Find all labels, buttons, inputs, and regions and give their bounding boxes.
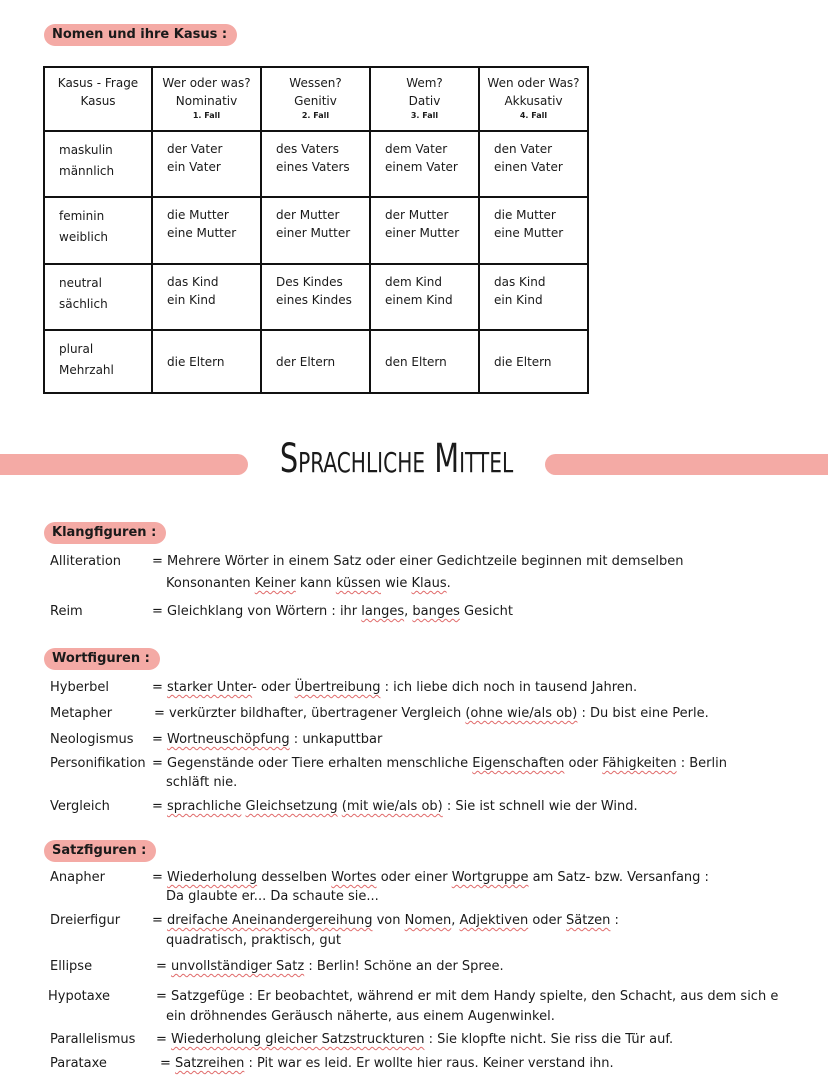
header-line: Akkusativ (504, 94, 563, 108)
row-header-line: weiblich (59, 230, 109, 244)
kasus-table (43, 66, 589, 394)
cell-line: der Mutter (276, 208, 340, 222)
underlined-word: küssen (335, 576, 381, 591)
underlined-word: sprachliche (167, 799, 242, 814)
term-alliteration: Alliteration (50, 554, 122, 569)
cell-line: die Eltern (494, 355, 552, 369)
table-cell (370, 330, 479, 393)
underlined-word: (mit wie/als ob) (341, 799, 443, 814)
definition-text: von (372, 913, 405, 928)
definition-text: : ich liebe dich noch in tausend Jahren. (380, 680, 638, 695)
row-header-line: männlich (59, 164, 115, 178)
table-cell (152, 197, 261, 264)
table-header-row (44, 67, 588, 131)
cell-line: die Mutter (494, 208, 556, 222)
cell-line: Des Kindes (276, 275, 343, 289)
cell-line: die Mutter (167, 208, 229, 222)
table-cell (261, 131, 370, 197)
section-title-satzfiguren: Satzfiguren : (44, 840, 156, 862)
cell-line: das Kind (167, 275, 219, 289)
title-band-right (545, 454, 828, 475)
table-cell (370, 131, 479, 197)
table-cell (479, 197, 588, 264)
definition-text: : Pit war es leid. Er wollte hier raus. Keiner verstand ihn. (244, 1056, 614, 1071)
cell-line: eine Mutter (494, 226, 564, 240)
header-line: Genitiv (294, 94, 337, 108)
cell-line: das Kind (494, 275, 546, 289)
underlined-word: unvollständiger Satz (171, 959, 305, 974)
definition-text: desselben (257, 870, 332, 885)
underlined-word: (ohne wie/als ob) (465, 706, 578, 721)
underlined-word: Fähigkeiten (602, 756, 677, 771)
cell-line: ein Vater (167, 160, 221, 174)
underlined-word: starker Unter (167, 680, 253, 695)
definition-text: = (156, 1032, 172, 1047)
term-vergleich: Vergleich (50, 799, 110, 814)
header-line: Wem? (406, 76, 443, 90)
header-fall: 4. Fall (519, 111, 548, 120)
definition-text: : Berlin (676, 756, 727, 771)
table-row (44, 197, 588, 264)
cell-line: des Vaters (276, 142, 339, 156)
header-fall: 1. Fall (192, 111, 221, 120)
cell-line: einen Vater (494, 160, 563, 174)
cell-line: eines Kindes (276, 293, 352, 307)
definition-text: = (152, 732, 168, 747)
table-cell (261, 330, 370, 393)
definition-text: am Satz- bzw. Versanfang : (528, 870, 709, 885)
definition-neologismus (152, 729, 382, 750)
definition-text: = (160, 1056, 176, 1071)
definition-text: wie (380, 576, 412, 591)
term-hyperbel: Hyberbel (50, 680, 109, 695)
definition-text: , (451, 913, 460, 928)
cell-line: dem Vater (385, 142, 448, 156)
term-ellipse: Ellipse (50, 959, 93, 974)
header-line: Wer oder was? (162, 76, 251, 90)
cell-line: die Eltern (167, 355, 225, 369)
row-header (44, 131, 152, 197)
definition-text: . (446, 576, 451, 591)
cell-line: eines Vaters (276, 160, 350, 174)
table-cell (370, 264, 479, 330)
header-line: Kasus (80, 94, 116, 108)
example-alliteration (166, 573, 451, 594)
header-line: Nominativ (175, 94, 238, 108)
header-line: Wessen? (289, 76, 342, 90)
definition-text: oder (564, 756, 603, 771)
underlined-word: Nomen (404, 913, 452, 928)
table-cell (261, 197, 370, 264)
definition-text: Konsonanten (166, 576, 255, 591)
term-parataxe: Parataxe (50, 1056, 107, 1071)
definition-text: = (152, 870, 168, 885)
cell-line: ein Kind (494, 293, 543, 307)
table-row (44, 330, 588, 393)
definition-text: = Mehrere Wörter in einem Satz oder einer Gedichtzeile beginnen mit demselben (152, 554, 684, 569)
cell-line: den Vater (494, 142, 553, 156)
section-title-nomen: Nomen und ihre Kasus : (44, 24, 237, 46)
term-reim: Reim (50, 604, 83, 619)
term-metapher: Metapher (50, 706, 113, 721)
definition-alliteration (152, 551, 683, 572)
header-line: Kasus - Frage (57, 76, 139, 90)
definition-parataxe (160, 1053, 614, 1074)
definition-text: = (152, 799, 168, 814)
definition-text: = Gleichklang von Wörtern : ihr (152, 604, 362, 619)
underlined-word: Wiederholung gleicher Satzstruckturen (171, 1032, 425, 1047)
underlined-word: banges (412, 604, 460, 619)
definition-metapher (154, 703, 709, 724)
cell-line: einem Kind (385, 293, 453, 307)
example-hypotaxe: ein dröhnendes Geräusch näherte, aus einem Augenwinkel. (166, 1009, 555, 1024)
term-neologismus: Neologismus (50, 732, 134, 747)
cell-line: den Eltern (385, 355, 447, 369)
header-line: Dativ (408, 94, 441, 108)
term-personifikation: Personifikation (50, 756, 146, 771)
definition-text: oder einer (376, 870, 452, 885)
row-header-line: plural (59, 342, 94, 356)
definition-text: = (156, 959, 172, 974)
row-header-line: Mehrzahl (59, 363, 114, 377)
cell-line: dem Kind (385, 275, 442, 289)
definition-text: kann (295, 576, 336, 591)
definition-text: Gesicht (459, 604, 513, 619)
section-title-klangfiguren: Klangfiguren : (44, 522, 166, 544)
underlined-word: Wortneuschöpfung (167, 732, 290, 747)
definition-text: : (610, 913, 619, 928)
term-dreierfigur: Dreierfigur (50, 913, 121, 928)
example-anapher: Da glaubte er... Da schaute sie... (166, 889, 379, 904)
underlined-word: Übertreibung (294, 680, 381, 695)
table-cell (152, 264, 261, 330)
definition-text: : Berlin! Schöne an der Spree. (304, 959, 504, 974)
table-cell (152, 330, 261, 393)
page-title: Sprachliche Mittel (279, 436, 514, 482)
definition-text: = Gegenstände oder Tiere erhalten menschliche (152, 756, 473, 771)
underlined-word: Satzreihen (175, 1056, 245, 1071)
definition-text: = (152, 913, 168, 928)
definition-text: : Sie ist schnell wie der Wind. (442, 799, 638, 814)
definition-text: : Sie klopfte nicht. Sie riss die Tür auf. (424, 1032, 674, 1047)
definition-parallelismus (156, 1029, 673, 1050)
term-anapher: Anapher (50, 870, 105, 885)
table-row (44, 131, 588, 197)
term-hypotaxe: Hypotaxe (48, 989, 111, 1004)
definition-text: oder (528, 913, 567, 928)
header-fall: 3. Fall (410, 111, 439, 120)
header-fall: 2. Fall (301, 111, 330, 120)
cell-line: ein Kind (167, 293, 216, 307)
row-header-line: maskulin (59, 143, 113, 157)
definition-dreierfigur (152, 910, 619, 931)
cell-line: der Vater (167, 142, 223, 156)
definition-text: - oder (252, 680, 295, 695)
cell-line: einem Vater (385, 160, 458, 174)
header-cell (370, 67, 479, 131)
underlined-word: Gleichsetzung (245, 799, 338, 814)
table-cell (479, 264, 588, 330)
definition-ellipse (156, 956, 504, 977)
table-cell (479, 330, 588, 393)
table-cell (261, 264, 370, 330)
definition-personifikation (152, 753, 727, 774)
definition-hypotaxe: = Satzgefüge : Er beobachtet, während er mit dem Handy spielte, den Schacht, aus dem sich e (156, 989, 779, 1004)
underlined-word: dreifache Aneinandergereihung (167, 913, 373, 928)
underlined-word: Eigenschaften (472, 756, 565, 771)
cell-line: einer Mutter (276, 226, 351, 240)
definition-anapher (152, 867, 709, 888)
table-cell (370, 197, 479, 264)
header-cell (261, 67, 370, 131)
underlined-word: Adjektiven (459, 913, 529, 928)
row-header-line: sächlich (59, 297, 108, 311)
row-header-line: neutral (59, 276, 102, 290)
definition-text: = verkürzter bildhafter, übertragener Vergleich (154, 706, 466, 721)
definition-vergleich (152, 796, 638, 817)
table-cell (479, 131, 588, 197)
section-title-wortfiguren: Wortfiguren : (44, 648, 160, 670)
definition-text: , (404, 604, 413, 619)
header-cell (44, 67, 152, 131)
example-dreierfigur: quadratisch, praktisch, gut (166, 933, 341, 948)
definition-reim (152, 601, 513, 622)
underlined-word: Klaus (411, 576, 447, 591)
title-band-left (0, 454, 248, 475)
row-header (44, 330, 152, 393)
row-header-line: feminin (59, 209, 105, 223)
underlined-word: Wortes (331, 870, 377, 885)
underlined-word: Wiederholung (167, 870, 258, 885)
cell-line: der Eltern (276, 355, 336, 369)
cell-line: einer Mutter (385, 226, 460, 240)
table-row (44, 264, 588, 330)
example-personifikation: schläft nie. (166, 775, 238, 790)
header-cell (152, 67, 261, 131)
header-line: Wen oder Was? (487, 76, 580, 90)
definition-hyperbel (152, 677, 637, 698)
cell-line: der Mutter (385, 208, 449, 222)
underlined-word: Sätzen (566, 913, 611, 928)
underlined-word: Keiner (254, 576, 296, 591)
definition-text: : unkaputtbar (289, 732, 383, 747)
row-header (44, 197, 152, 264)
header-cell (479, 67, 588, 131)
definition-text: : Du bist eine Perle. (577, 706, 709, 721)
definition-text: = (152, 680, 168, 695)
term-parallelismus: Parallelismus (50, 1032, 136, 1047)
underlined-word: langes (361, 604, 405, 619)
table-cell (152, 131, 261, 197)
underlined-word: Wortgruppe (451, 870, 529, 885)
row-header (44, 264, 152, 330)
cell-line: eine Mutter (167, 226, 237, 240)
